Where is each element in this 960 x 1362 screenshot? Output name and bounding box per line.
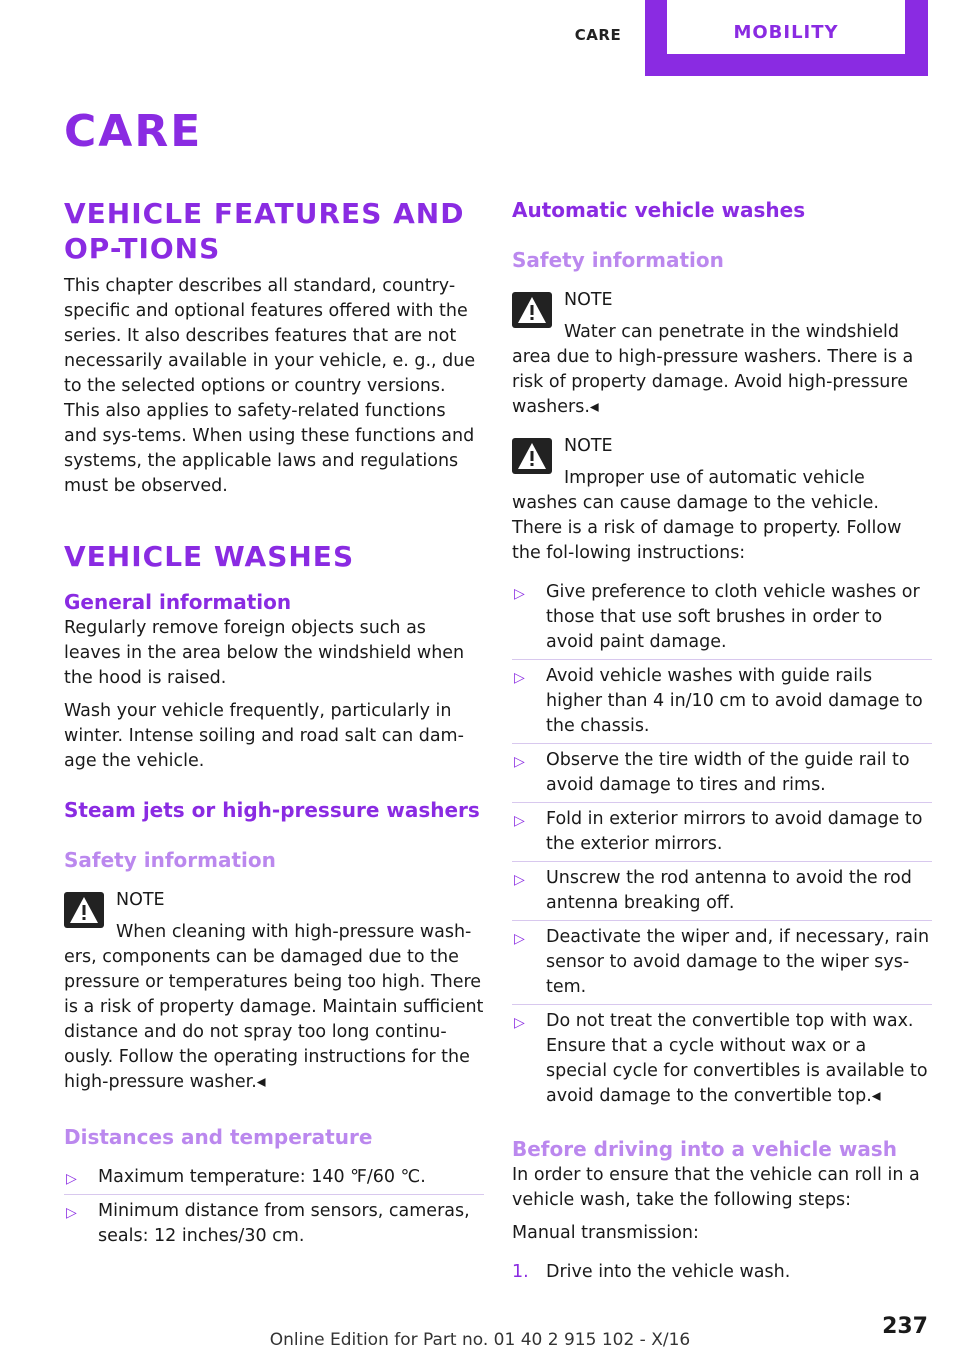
general-information-p1: Regularly remove foreign objects such as leaves in the area below the windshield when the hood is raised. (64, 618, 465, 688)
triangle-bullet-icon: ▷ (514, 754, 525, 770)
list-item: ▷ Minimum distance from sensors, cameras, seals: 12 inches/30 cm. (64, 1194, 484, 1253)
triangle-bullet-icon: ▷ (514, 931, 525, 947)
list-item: 1. Drive into the vehicle wash. (512, 1256, 932, 1289)
list-item: ▷ Unscrew the rod antenna to avoid the rod antenna breaking off. (512, 861, 932, 920)
general-information-heading: General information (64, 590, 292, 614)
steps-list (512, 1256, 932, 1289)
header-tab-care[interactable]: CARE (574, 26, 622, 44)
list-item: ▷ Deactivate the wiper and, if necessary, rain sensor to avoid damage to the wiper sys-tem. (512, 920, 932, 1004)
right-column (512, 196, 932, 1289)
list-item: ▷ Maximum temperature: 140 ℉/60 ℃. (64, 1161, 484, 1194)
before-driving-p1: In order to ensure that the vehicle can roll in a vehicle wash, take the following steps: (512, 1165, 920, 1210)
note-high-pressure (64, 888, 484, 1095)
note-label: NOTE (564, 290, 613, 310)
distances-list (64, 1161, 484, 1253)
warning-triangle-icon (512, 292, 552, 328)
before-driving-p2: Manual transmission: (512, 1223, 699, 1243)
note-automatic-washes (512, 434, 932, 566)
distances-temperature-heading: Distances and temperature (64, 1125, 373, 1149)
chapter-title: CARE (64, 106, 203, 157)
list-item: ▷ Do not treat the convertible top with wax. Ensure that a cycle without wax or a special cycle for convertibles is available to avoid damage to the convertible top.◂ (512, 1004, 932, 1113)
triangle-bullet-icon: ▷ (514, 670, 525, 686)
header-tab-mobility[interactable] (645, 0, 928, 76)
general-information-p2: Wash your vehicle frequently, particularly in winter. Intense soiling and road salt can dam-age the vehicle. (64, 701, 464, 771)
steam-jets-heading: Steam jets or high-pressure washers (64, 798, 480, 822)
header-tab-mobility-inner (667, 0, 905, 54)
safety-information-heading: Safety information (64, 848, 276, 872)
list-item: ▷ Fold in exterior mirrors to avoid damage to the exterior mirrors. (512, 802, 932, 861)
list-item: ▷ Avoid vehicle washes with guide rails higher than 4 in/10 cm to avoid damage to the chassis. (512, 659, 932, 743)
page-number: 237 (882, 1314, 928, 1339)
note-windshield (512, 288, 932, 420)
header-tab-mobility-label: MOBILITY (733, 22, 839, 43)
automatic-washes-list (512, 576, 932, 1113)
note-text: When cleaning with high-pressure wash-ers, components can be damaged due to the pressure or temperatures being too high. There is a risk of property damage. Maintain sufficient distance and do not spray too long continu-ously. Follow the operating instructions for the high-pressure washer.◂ (64, 922, 484, 1092)
note-text: Water can penetrate in the windshield area due to high-pressure washers. There is a risk of property damage. Avoid high-pressure washers.◂ (512, 322, 914, 417)
left-column (64, 196, 484, 1253)
triangle-bullet-icon: ▷ (66, 1205, 77, 1221)
triangle-bullet-icon: ▷ (66, 1171, 77, 1187)
warning-triangle-icon (64, 892, 104, 928)
before-driving-heading: Before driving into a vehicle wash (512, 1137, 897, 1161)
note-text: Improper use of automatic vehicle washes can cause damage to the vehicle. There is a risk of damage to property. Follow the fol-lowing instructions: (512, 468, 902, 563)
section-title-vehicle-features: VEHICLE FEATURES AND OP-TIONS (64, 197, 465, 265)
triangle-bullet-icon: ▷ (514, 813, 525, 829)
section-title-vehicle-washes: VEHICLE WASHES (64, 540, 355, 573)
safety-information-heading-right: Safety information (512, 248, 724, 272)
note-label: NOTE (564, 436, 613, 456)
triangle-bullet-icon: ▷ (514, 586, 525, 602)
triangle-bullet-icon: ▷ (514, 872, 525, 888)
automatic-washes-heading: Automatic vehicle washes (512, 198, 806, 222)
warning-triangle-icon (512, 438, 552, 474)
step-number: 1. (512, 1262, 529, 1282)
list-item: ▷ Give preference to cloth vehicle washes or those that use soft brushes in order to avoid paint damage. (514, 582, 920, 652)
triangle-bullet-icon: ▷ (514, 1015, 525, 1031)
note-label: NOTE (116, 890, 165, 910)
vehicle-features-body: This chapter describes all standard, country-specific and optional features offered with the series. It also describes features that are not necessarily available in your vehicle, e. g., due to the selected options or country versions. This also applies to safety-related functions and sys-tems. When using these functions and systems, the applicable laws and regulations must be observed. (64, 276, 476, 496)
footer-edition: Online Edition for Part no. 01 40 2 915 102 - X/16 (269, 1330, 691, 1350)
list-item: ▷ Observe the tire width of the guide rail to avoid damage to tires and rims. (512, 743, 932, 802)
